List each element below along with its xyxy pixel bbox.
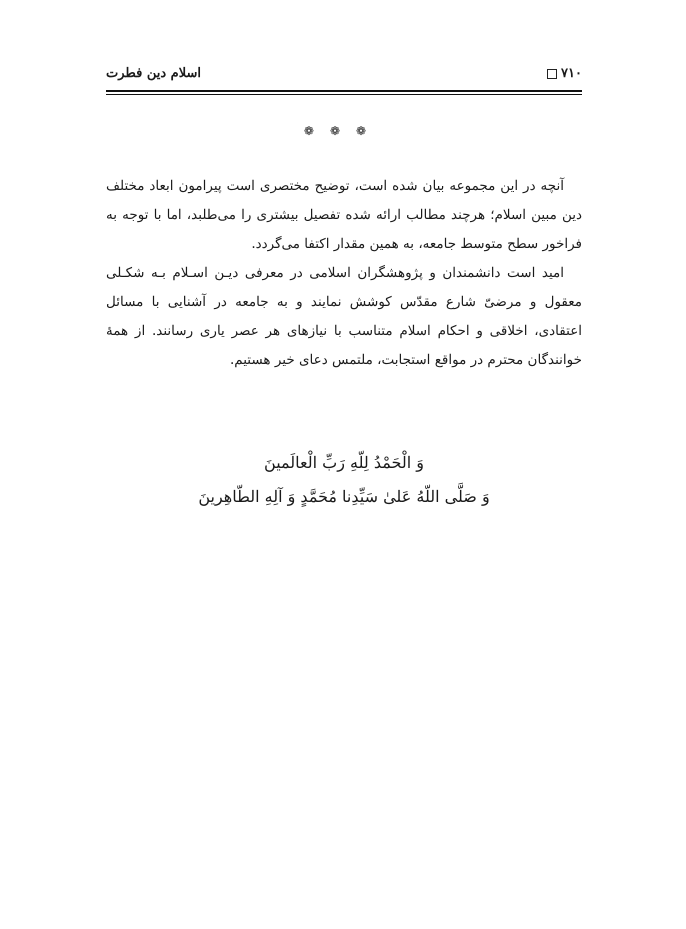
asterism-icon: ❁ xyxy=(329,124,357,138)
page-header xyxy=(106,58,582,88)
closing-prayer xyxy=(106,446,582,514)
section-separator xyxy=(0,124,686,138)
body-text xyxy=(106,172,582,375)
paragraph: امید است دانشمندان و پژوهشگران اسلامی در معرفی دیـن اسـلام بـه شکـلی معقول و مرضیّ شارع مقدّس کوشش نمایند و به جامعه در آشنایی با مسائل اعتقادی، اخلاقی و احکام اسلام متناسب با نیازهای هر عصر یاری رسانند. از همهٔ خوانندگان محترم در مواقع استجابت، ملتمس دعای خیر هستیم. xyxy=(106,265,582,368)
closing-line: وَ الْحَمْدُ لِلّهِ رَبِّ الْعالَمینَ xyxy=(264,453,424,472)
asterism-icon: ❁ xyxy=(303,124,330,138)
header-rule-thin xyxy=(106,94,582,95)
header-rule-thick xyxy=(106,90,582,92)
closing-line: وَ صَلَّی اللّهُ عَلیٰ سَیِّدِنا مُحَمَّدٍ وَ آلِهِ الطّاهِرینَ xyxy=(198,487,490,506)
running-title: اسلام دین فطرت xyxy=(106,66,201,81)
page-number-group xyxy=(547,66,582,81)
asterism-icon: ❁ xyxy=(356,124,383,138)
square-bullet-icon xyxy=(547,69,557,79)
page-number: ۷۱۰ xyxy=(561,66,582,81)
paragraph: آنچه در این مجموعه بیان شده است، توضیح مختصری است پیرامون ابعاد مختلف دین مبین اسلام؛ هرچند مطالب ارائه شده تفصیل بیشتری را می‌طلبد، اما با توجه به فراخور سطح متوسط جامعه، به همین مقدار اکتفا می‌گردد. xyxy=(106,178,582,252)
